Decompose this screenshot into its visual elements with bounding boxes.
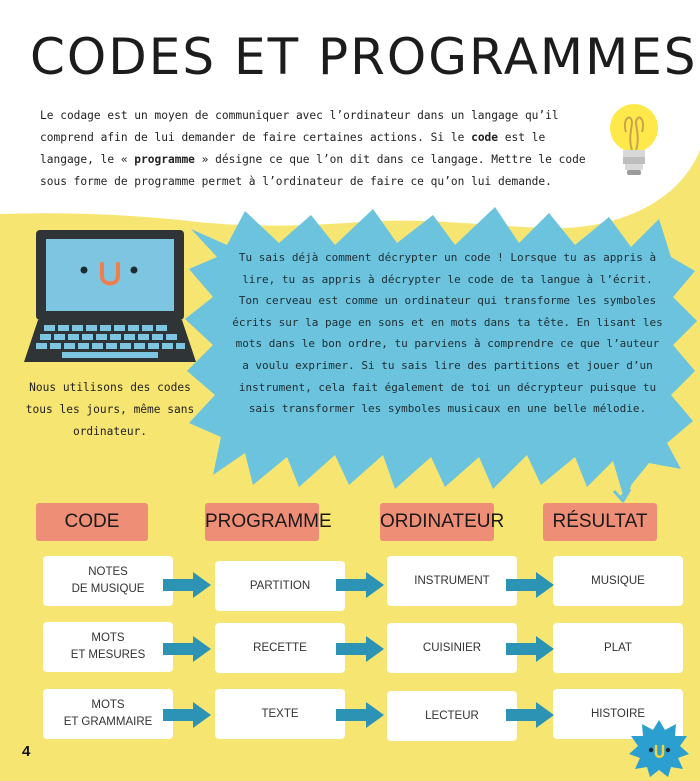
arrow-right-icon — [163, 702, 211, 728]
table-cell: LECTEUR — [387, 691, 517, 741]
speech-burst-text: Tu sais déjà comment décrypter un code ! Lorsque tu as appris à lire, tu as appris à décrypter le code de ta langue à l’écrit. Ton cerveau est comme un ordinateur qui transforme les symboles écrits sur la page en sons et en mots dans ta tête. En lisant les mots dans le bon ordre, tu parviens à comprendre ce que l’auteur a voulu exprimer. Si tu sais lire des partitions et jouer d’un instrument, cela fait également de toi un décrypteur puisque tu sais transformer les symboles musicaux en une belle mélodie. — [232, 251, 663, 416]
table-cell: NOTES DE MUSIQUE — [43, 556, 173, 606]
arrow-right-icon — [506, 702, 554, 728]
arrow-right-icon — [163, 572, 211, 598]
column-header-programme: PROGRAMME — [205, 503, 319, 541]
page-number: 4 — [22, 743, 31, 760]
column-header-resultat: RÉSULTAT — [543, 503, 657, 541]
table-cell: INSTRUMENT — [387, 556, 517, 606]
table-cell: CUISINIER — [387, 623, 517, 673]
table-cell: TEXTE — [215, 689, 345, 739]
arrow-right-icon — [336, 572, 384, 598]
table-cell: PARTITION — [215, 561, 345, 611]
laptop-caption: Nous utilisons des codes tous les jours, même sans ordinateur. — [25, 381, 195, 438]
table-cell: HISTOIRE — [553, 689, 683, 739]
intro-text-1: Le codage est un moyen de communiquer avec l’ordinateur dans un langage qu’il comprend afin de lui demander de faire certaines actions. Si le — [40, 109, 559, 144]
arrow-right-icon — [163, 636, 211, 662]
arrow-right-icon — [336, 636, 384, 662]
arrow-right-icon — [506, 636, 554, 662]
lightbulb-icon — [602, 98, 666, 188]
table-cell: MOTS ET GRAMMAIRE — [43, 689, 173, 739]
intro-keyword-code: code — [471, 131, 499, 144]
intro-paragraph — [40, 105, 600, 193]
intro-keyword-programme: programme — [134, 153, 195, 166]
table-cell: MUSIQUE — [553, 556, 683, 606]
table-cell: RECETTE — [215, 623, 345, 673]
page-title: CODES ET PROGRAMMES — [30, 28, 698, 86]
table-cell: PLAT — [553, 623, 683, 673]
mascot-icon — [628, 718, 690, 778]
arrow-right-icon — [336, 702, 384, 728]
column-header-code: CODE — [36, 503, 148, 541]
intro-text-3: » désigne ce que l’on dit dans ce langage. Mettre le code sous forme de programme permet à l’ordinateur de faire ce qu’on lui demande. — [40, 153, 586, 188]
table-cell: MOTS ET MESURES — [43, 622, 173, 672]
laptop-icon — [22, 228, 198, 364]
column-header-ordinateur: ORDINATEUR — [380, 503, 494, 541]
arrow-right-icon — [506, 572, 554, 598]
intro-text-2: est le langage, le « — [40, 131, 546, 166]
